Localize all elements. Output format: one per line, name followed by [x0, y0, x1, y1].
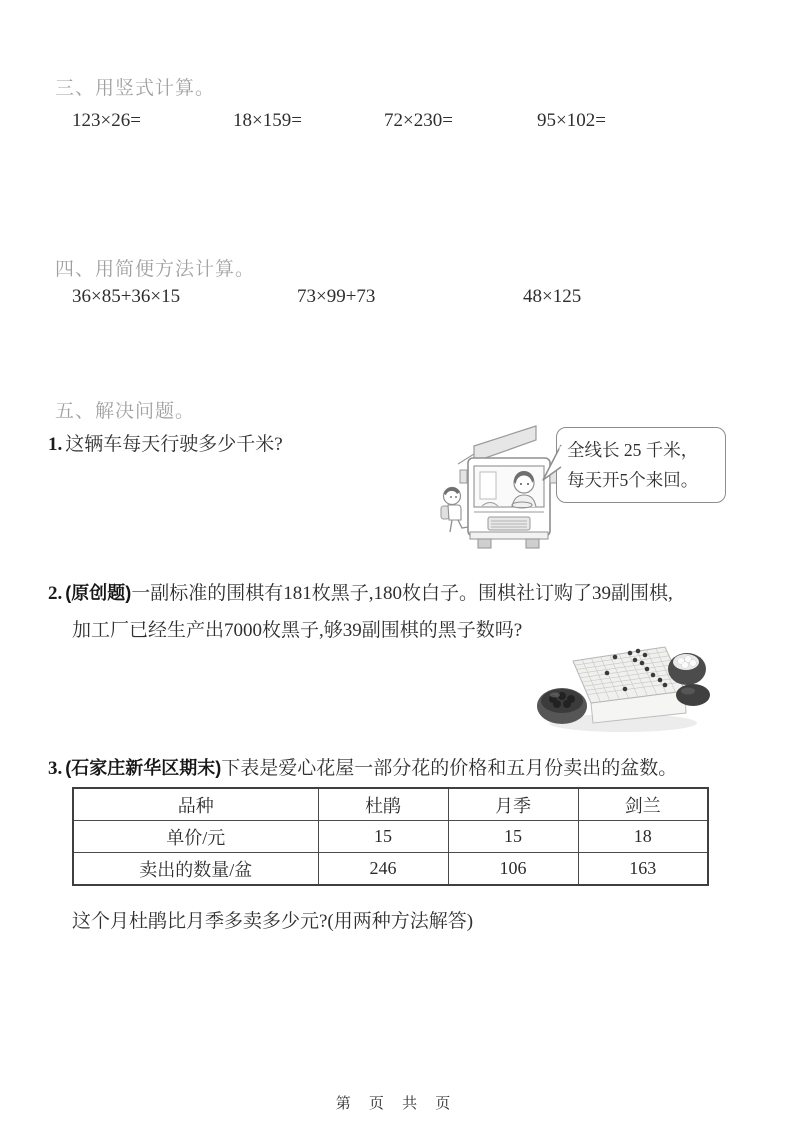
page-footer: 第 页 共 页: [335, 1095, 458, 1112]
section-3-heading: 三、用竖式计算。: [55, 78, 216, 99]
cell-variety-gladiolus: 剑兰: [578, 788, 708, 821]
calc-problem-3: 72×230=: [384, 110, 453, 131]
right-lid: [676, 684, 710, 706]
bubble-line-1: 全线长 25 千米，: [567, 440, 699, 460]
problem-3-source: (石家庄新华区期末): [65, 758, 222, 778]
section-5-heading: 五、解决问题。: [55, 401, 196, 422]
cell-quantity-rose: 106: [448, 853, 578, 886]
problem-2-number: 2.: [48, 583, 63, 604]
speech-bubble: [556, 427, 726, 503]
cell-quantity-label: 卖出的数量/盆: [73, 853, 318, 886]
simple-calc-1: 36×85+36×15: [72, 286, 181, 307]
section-4-heading: 四、用简便方法计算。: [55, 259, 256, 280]
problem-2-text-1: 一副标准的围棋有181枚黑子,180枚白子。围棋社订购了39副围棋,: [131, 583, 673, 604]
cell-price-azalea: 15: [318, 821, 448, 853]
problem-3-question: 这个月杜鹃比月季多卖多少元?(用两种方法解答): [72, 911, 474, 932]
simple-calc-2: 73×99+73: [297, 286, 376, 307]
problem-1-number: 1.: [48, 434, 63, 455]
problem-3-number: 3.: [48, 758, 63, 779]
problem-3-text: 下表是爱心花屋一部分花的价格和五月份卖出的盆数。: [221, 758, 678, 779]
right-wheel: [526, 539, 539, 548]
cell-price-rose: 15: [448, 821, 578, 853]
cell-variety-rose: 月季: [448, 788, 578, 821]
table-row-quantity: [73, 853, 708, 886]
cell-quantity-gladiolus: 163: [578, 853, 708, 886]
problem-1-line: [48, 429, 283, 456]
cell-price-label: 单价/元: [73, 821, 318, 853]
cell-price-gladiolus: 18: [578, 821, 708, 853]
problem-1-text: 这辆车每天行驶多少千米?: [65, 434, 283, 455]
calc-problem-1: 123×26=: [72, 110, 141, 131]
calc-problem-4: 95×102=: [537, 110, 606, 131]
bumper: [470, 532, 548, 539]
problem-2-source: (原创题): [65, 583, 132, 603]
speech-bubble-tail: [541, 441, 563, 489]
table-row-price: [73, 821, 708, 853]
cell-quantity-azalea: 246: [318, 853, 448, 886]
simple-calc-3: 48×125: [523, 286, 582, 307]
bubble-line-2: 每天开5个来回。: [567, 470, 699, 491]
child-legs: [450, 520, 468, 532]
problem-2-line-2: [72, 615, 522, 642]
go-board-photo: [535, 633, 713, 736]
left-mirror: [460, 470, 467, 483]
inner-window: [480, 472, 496, 499]
calc-problem-2: 18×159=: [233, 110, 302, 131]
problem-3-line: [48, 753, 677, 780]
child-body: [448, 505, 461, 520]
cell-variety-azalea: 杜鹃: [318, 788, 448, 821]
left-wheel: [478, 539, 491, 548]
table-row-variety: [73, 788, 708, 821]
banner-shape: [474, 426, 536, 462]
cell-variety-label: 品种: [73, 788, 318, 821]
flower-table: [72, 787, 709, 886]
problem-2-text-2: 加工厂已经生产出7000枚黑子,够39副围棋的黑子数吗?: [72, 620, 523, 641]
problem-2-line-1: [48, 578, 673, 605]
